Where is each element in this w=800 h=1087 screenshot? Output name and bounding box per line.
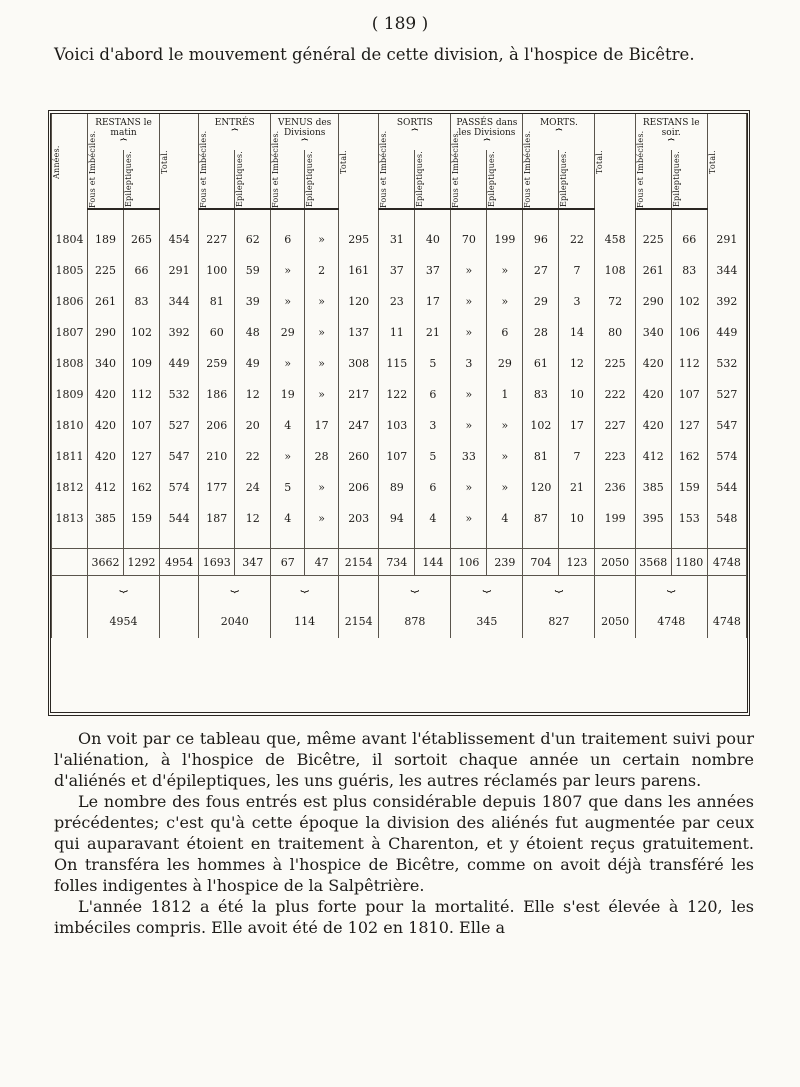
- table-cell: 80: [595, 317, 635, 348]
- paragraph-3: L'année 1812 a été la plus forte pour la mortalité. Elle s'est élevée à 120, les imbéciles compris. Elle avoit été de 102 en 1810. Elle a: [54, 897, 754, 937]
- table-cell: 115: [379, 348, 415, 379]
- table-cell: 31: [379, 224, 415, 255]
- table-cell: 127: [671, 410, 707, 441]
- total-cell: 1693: [199, 549, 235, 576]
- combined-passes: ⏟ 345: [451, 576, 523, 639]
- table-cell: 106: [671, 317, 707, 348]
- table-cell: 89: [379, 472, 415, 503]
- table-cell: 127: [124, 441, 160, 472]
- combined-morts: ⏟ 827: [523, 576, 595, 639]
- table-cell: 70: [451, 224, 487, 255]
- table-cell: »: [271, 255, 305, 286]
- table-cell: 10: [559, 379, 595, 410]
- table-cell: »: [451, 503, 487, 534]
- total-cell: 347: [235, 549, 271, 576]
- table-cell: 60: [199, 317, 235, 348]
- sub-epileptiques: Épileptiques.: [415, 150, 451, 209]
- table-cell: 96: [523, 224, 559, 255]
- table-cell: 20: [235, 410, 271, 441]
- sub-epileptiques: Épileptiques.: [559, 150, 595, 209]
- table-cell: 66: [671, 224, 707, 255]
- table-cell: »: [451, 472, 487, 503]
- table-cell: 344: [160, 286, 199, 317]
- combined-totals-row: [52, 576, 747, 639]
- table-cell: 59: [235, 255, 271, 286]
- table-cell: 21: [559, 472, 595, 503]
- year-cell: 1805: [52, 255, 88, 286]
- combined-restans-soir: ⏟ 4748: [635, 576, 707, 639]
- table-cell: 532: [707, 348, 746, 379]
- table-cell: 48: [235, 317, 271, 348]
- total-cell: 4748: [707, 549, 746, 576]
- table-cell: 29: [271, 317, 305, 348]
- page-number: ( 189 ): [371, 14, 429, 34]
- table-cell: 291: [160, 255, 199, 286]
- table-cell: 4: [415, 503, 451, 534]
- table-cell: 102: [523, 410, 559, 441]
- table-cell: 308: [339, 348, 379, 379]
- table-cell: 199: [487, 224, 523, 255]
- intro-text: Voici d'abord le mouvement général de cette division, à l'hospice de Bicêtre.: [54, 45, 695, 64]
- table-cell: 544: [160, 503, 199, 534]
- table-cell: 547: [707, 410, 746, 441]
- table-cell: 112: [671, 348, 707, 379]
- table-cell: 161: [339, 255, 379, 286]
- table-cell: 395: [635, 503, 671, 534]
- year-cell: 1807: [52, 317, 88, 348]
- table-cell: 6: [415, 379, 451, 410]
- table-cell: 28: [523, 317, 559, 348]
- total-cell: 2154: [339, 549, 379, 576]
- table-cell: 420: [88, 379, 124, 410]
- table-cell: 210: [199, 441, 235, 472]
- table-cell: 295: [339, 224, 379, 255]
- total-cell: 1180: [671, 549, 707, 576]
- table-cell: 1: [487, 379, 523, 410]
- table-cell: 153: [671, 503, 707, 534]
- table-cell: 290: [635, 286, 671, 317]
- table-cell: 83: [671, 255, 707, 286]
- table-cell: 17: [415, 286, 451, 317]
- table-cell: 29: [487, 348, 523, 379]
- table-row: [52, 348, 747, 379]
- table-cell: 5: [415, 441, 451, 472]
- sub-epileptiques: Épileptiques.: [124, 150, 160, 209]
- table-cell: 23: [379, 286, 415, 317]
- table-cell: 385: [88, 503, 124, 534]
- table-cell: 17: [305, 410, 339, 441]
- table-cell: 137: [339, 317, 379, 348]
- table-cell: 109: [124, 348, 160, 379]
- table-cell: 449: [160, 348, 199, 379]
- table-cell: 259: [199, 348, 235, 379]
- table-cell: 574: [160, 472, 199, 503]
- table-body: [52, 209, 747, 549]
- table-cell: 412: [635, 441, 671, 472]
- table-cell: 225: [635, 224, 671, 255]
- sub-fous: Fous et Imbéciles.: [88, 150, 124, 209]
- table-cell: 27: [523, 255, 559, 286]
- sub-fous: Fous et Imbéciles.: [635, 150, 671, 209]
- table-cell: 206: [339, 472, 379, 503]
- sub-epileptiques: Épileptiques.: [305, 150, 339, 209]
- table-cell: 10: [559, 503, 595, 534]
- table-cell: 122: [379, 379, 415, 410]
- table-cell: 81: [199, 286, 235, 317]
- total-cell: 3662: [88, 549, 124, 576]
- total-cell: 4954: [160, 549, 199, 576]
- header-total-2: Total.: [339, 114, 379, 209]
- table-cell: 177: [199, 472, 235, 503]
- table-cell: »: [305, 472, 339, 503]
- sub-epileptiques: Épileptiques.: [671, 150, 707, 209]
- table-cell: 412: [88, 472, 124, 503]
- table-cell: »: [271, 286, 305, 317]
- table-cell: »: [451, 317, 487, 348]
- table-cell: 261: [88, 286, 124, 317]
- table-cell: 3: [451, 348, 487, 379]
- header-total-1: Total.: [160, 114, 199, 209]
- table-cell: 454: [160, 224, 199, 255]
- table-cell: 83: [124, 286, 160, 317]
- table-cell: 12: [559, 348, 595, 379]
- table-cell: »: [487, 286, 523, 317]
- table-cell: 5: [271, 472, 305, 503]
- table-cell: 66: [124, 255, 160, 286]
- total-cell: 144: [415, 549, 451, 576]
- table-cell: 19: [271, 379, 305, 410]
- table-cell: 186: [199, 379, 235, 410]
- total-cell: 1292: [124, 549, 160, 576]
- table-cell: 420: [88, 441, 124, 472]
- table-row: [52, 379, 747, 410]
- sub-fous: Fous et Imbéciles.: [523, 150, 559, 209]
- table-cell: 61: [523, 348, 559, 379]
- table-cell: 548: [707, 503, 746, 534]
- table-cell: »: [305, 503, 339, 534]
- sub-fous: Fous et Imbéciles.: [379, 150, 415, 209]
- header-entres: ENTRÉS ⏞: [199, 114, 271, 150]
- table-cell: 340: [88, 348, 124, 379]
- year-cell: 1811: [52, 441, 88, 472]
- table-cell: 574: [707, 441, 746, 472]
- table-cell: 17: [559, 410, 595, 441]
- year-cell: 1804: [52, 224, 88, 255]
- table-cell: 547: [160, 441, 199, 472]
- table-cell: 120: [339, 286, 379, 317]
- table-cell: 217: [339, 379, 379, 410]
- paragraph-2: Le nombre des fous entrés est plus considérable depuis 1807 que dans les années précédentes; c'est qu'à cette époque la division des aliénés fut augmentée par ceux qui auparavant étoient en traitement à Charenton, et y étoient reçus gratuitement. On transféra les hommes à l'hospice de Bicêtre, comme on avoit déjà transféré les folles indigentes à l'hospice de la Salpêtrière.: [54, 792, 754, 895]
- table-cell: 6: [271, 224, 305, 255]
- table-cell: »: [305, 317, 339, 348]
- table-cell: 5: [415, 348, 451, 379]
- table-cell: »: [305, 348, 339, 379]
- table-cell: 107: [671, 379, 707, 410]
- table-cell: 3: [559, 286, 595, 317]
- table-cell: 21: [415, 317, 451, 348]
- table-cell: 527: [707, 379, 746, 410]
- totals-row: [52, 549, 747, 576]
- combined-total-sortis: 2050: [595, 576, 635, 639]
- header-annees: Années.: [52, 114, 88, 209]
- table-cell: 527: [160, 410, 199, 441]
- table-cell: 37: [415, 255, 451, 286]
- table-row: [52, 224, 747, 255]
- table-cell: 24: [235, 472, 271, 503]
- table-cell: »: [451, 255, 487, 286]
- total-cell: 123: [559, 549, 595, 576]
- table-cell: 187: [199, 503, 235, 534]
- table-cell: 40: [415, 224, 451, 255]
- table-cell: »: [271, 348, 305, 379]
- table-cell: 107: [379, 441, 415, 472]
- table-cell: »: [451, 379, 487, 410]
- table-cell: 420: [635, 410, 671, 441]
- table-cell: »: [271, 441, 305, 472]
- table-row: [52, 255, 747, 286]
- table-cell: 39: [235, 286, 271, 317]
- table-cell: 102: [124, 317, 160, 348]
- table-cell: 4: [487, 503, 523, 534]
- table-cell: 340: [635, 317, 671, 348]
- table-cell: 227: [595, 410, 635, 441]
- table-cell: »: [487, 410, 523, 441]
- table-cell: 72: [595, 286, 635, 317]
- combined-restans-matin: ⏟ 4954: [88, 576, 160, 639]
- table-cell: 103: [379, 410, 415, 441]
- combined-entres: ⏟ 2040: [199, 576, 271, 639]
- table-cell: »: [451, 286, 487, 317]
- table-cell: 7: [559, 255, 595, 286]
- table-summary: [52, 549, 747, 639]
- table-cell: 12: [235, 379, 271, 410]
- year-cell: 1813: [52, 503, 88, 534]
- combined-sortis: ⏟ 878: [379, 576, 451, 639]
- table-row: [52, 441, 747, 472]
- total-cell: 704: [523, 549, 559, 576]
- table-row: [52, 317, 747, 348]
- table-cell: 120: [523, 472, 559, 503]
- table-cell: 112: [124, 379, 160, 410]
- table-cell: 392: [160, 317, 199, 348]
- table-row: [52, 472, 747, 503]
- table-cell: 62: [235, 224, 271, 255]
- table-cell: 107: [124, 410, 160, 441]
- table-cell: 3: [415, 410, 451, 441]
- total-cell: 67: [271, 549, 305, 576]
- table-cell: 108: [595, 255, 635, 286]
- table-cell: 222: [595, 379, 635, 410]
- table-cell: 206: [199, 410, 235, 441]
- statistics-table: [48, 110, 750, 716]
- table-cell: 49: [235, 348, 271, 379]
- table-cell: 2: [305, 255, 339, 286]
- header-sortis: SORTIS ⏞: [379, 114, 451, 150]
- table-cell: 100: [199, 255, 235, 286]
- year-cell: 1809: [52, 379, 88, 410]
- total-cell: 2050: [595, 549, 635, 576]
- year-cell: 1808: [52, 348, 88, 379]
- header-restans-matin: RESTANS le matin ⏞: [88, 114, 160, 150]
- table-row: [52, 286, 747, 317]
- table-cell: 162: [671, 441, 707, 472]
- table-cell: 4: [271, 503, 305, 534]
- table-cell: 260: [339, 441, 379, 472]
- table-cell: 6: [415, 472, 451, 503]
- table-cell: 199: [595, 503, 635, 534]
- table-cell: 162: [124, 472, 160, 503]
- table-cell: »: [487, 255, 523, 286]
- totals-label-cell: [52, 549, 88, 576]
- table-cell: »: [305, 379, 339, 410]
- table-cell: 290: [88, 317, 124, 348]
- header-venus: VENUS des Divisions ⏞: [271, 114, 339, 150]
- table-cell: 6: [487, 317, 523, 348]
- sub-fous: Fous et Imbéciles.: [451, 150, 487, 209]
- table-cell: 22: [235, 441, 271, 472]
- table-cell: 385: [635, 472, 671, 503]
- header-total-4: Total.: [707, 114, 746, 209]
- body-text: [54, 728, 754, 938]
- table-cell: 159: [124, 503, 160, 534]
- table-row: [52, 410, 747, 441]
- year-cell: 1810: [52, 410, 88, 441]
- sub-fous: Fous et Imbéciles.: [199, 150, 235, 209]
- table-cell: 291: [707, 224, 746, 255]
- combined-venus: ⏟ 114: [271, 576, 339, 639]
- table-cell: 261: [635, 255, 671, 286]
- header-morts: MORTS. ⏞: [523, 114, 595, 150]
- table-cell: »: [487, 441, 523, 472]
- table-cell: 29: [523, 286, 559, 317]
- table-cell: 420: [635, 348, 671, 379]
- combined-total-entres: 2154: [339, 576, 379, 639]
- table-cell: 449: [707, 317, 746, 348]
- table-cell: 22: [559, 224, 595, 255]
- table-cell: »: [305, 286, 339, 317]
- header-passes: PASSÉS dans les Divisions ⏞: [451, 114, 523, 150]
- table-cell: 14: [559, 317, 595, 348]
- table-cell: 203: [339, 503, 379, 534]
- table-cell: 236: [595, 472, 635, 503]
- year-cell: 1812: [52, 472, 88, 503]
- table-cell: 81: [523, 441, 559, 472]
- paragraph-1: On voit par ce tableau que, même avant l'établissement d'un traitement suivi pour l'aliénation, à l'hospice de Bicêtre, il sortoit chaque année un certain nombre d'aliénés et d'épileptiques, les uns guéris, les autres réclamés par leurs parens.: [54, 729, 754, 790]
- table-cell: 102: [671, 286, 707, 317]
- table-cell: 159: [671, 472, 707, 503]
- sub-epileptiques: Épileptiques.: [487, 150, 523, 209]
- table-cell: 420: [635, 379, 671, 410]
- table-cell: 7: [559, 441, 595, 472]
- table-cell: 392: [707, 286, 746, 317]
- total-cell: 47: [305, 549, 339, 576]
- table-cell: 247: [339, 410, 379, 441]
- header-restans-soir: RESTANS le soir. ⏞: [635, 114, 707, 150]
- table-row: [52, 503, 747, 534]
- sub-epileptiques: Épileptiques.: [235, 150, 271, 209]
- table-cell: 28: [305, 441, 339, 472]
- table-cell: 265: [124, 224, 160, 255]
- table-cell: 227: [199, 224, 235, 255]
- table-cell: 37: [379, 255, 415, 286]
- table-cell: 33: [451, 441, 487, 472]
- table-cell: 189: [88, 224, 124, 255]
- year-cell: 1806: [52, 286, 88, 317]
- table-cell: 458: [595, 224, 635, 255]
- table-cell: 83: [523, 379, 559, 410]
- table-cell: 532: [160, 379, 199, 410]
- total-cell: 3568: [635, 549, 671, 576]
- table-cell: 544: [707, 472, 746, 503]
- table-cell: 223: [595, 441, 635, 472]
- total-cell: 239: [487, 549, 523, 576]
- table-cell: 4: [271, 410, 305, 441]
- table-cell: 225: [88, 255, 124, 286]
- table-cell: 12: [235, 503, 271, 534]
- combined-total-soir: 4748: [707, 576, 746, 639]
- table-cell: 11: [379, 317, 415, 348]
- table-cell: 87: [523, 503, 559, 534]
- total-cell: 734: [379, 549, 415, 576]
- table-cell: »: [451, 410, 487, 441]
- header-total-3: Total.: [595, 114, 635, 209]
- total-cell: 106: [451, 549, 487, 576]
- table-cell: 225: [595, 348, 635, 379]
- table-cell: 344: [707, 255, 746, 286]
- table-cell: »: [305, 224, 339, 255]
- sub-fous: Fous et Imbéciles.: [271, 150, 305, 209]
- table-cell: 94: [379, 503, 415, 534]
- table-cell: »: [487, 472, 523, 503]
- table-cell: 420: [88, 410, 124, 441]
